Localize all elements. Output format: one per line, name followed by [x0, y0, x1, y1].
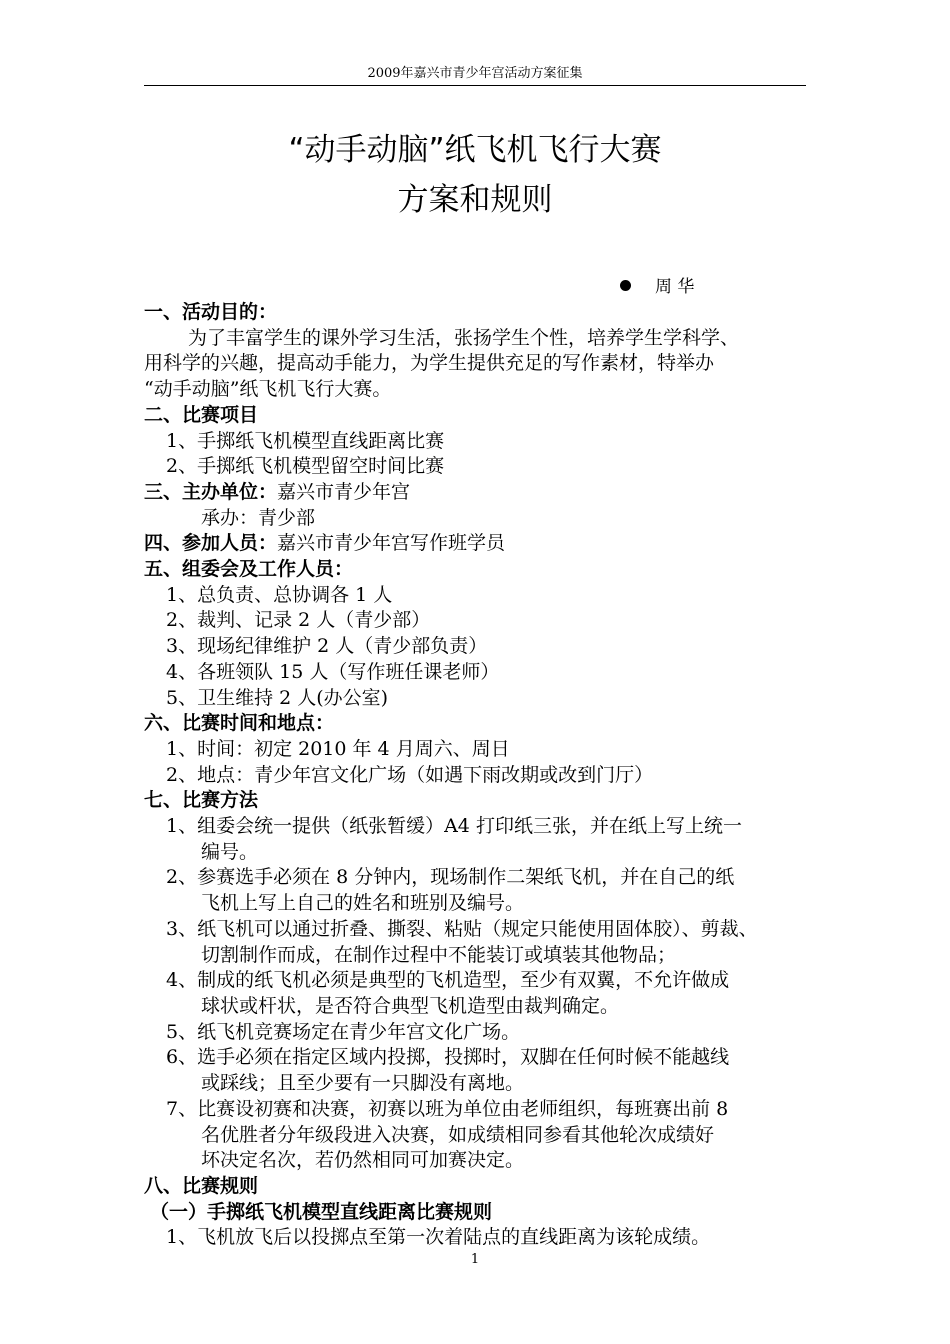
list-item: 3、现场纪律维护 2 人（青少部负责） [166, 635, 488, 658]
rule-line: 6、选手必须在指定区域内投掷，投掷时，双脚在任何时候不能越线 [166, 1046, 730, 1069]
section-line [144, 480, 810, 506]
author-line [620, 276, 694, 298]
list-item: 5、卫生维持 2 人(办公室) [166, 686, 389, 709]
rule-line: 7、比赛设初赛和决赛，初赛以班为单位由老师组织，每班赛出前 8 [166, 1097, 729, 1120]
page-header: 2009年嘉兴市青少年宫活动方案征集 [367, 66, 583, 81]
section-heading: 一、活动目的： [144, 301, 278, 323]
author-name: 周 华 [655, 277, 695, 297]
rule-line: 1、组委会统一提供（纸张暂缓）A4 打印纸三张，并在纸上写上统一 [166, 815, 742, 838]
paragraph-line: 为了丰富学生的课外学习生活，张扬学生个性，培养学生学科学、 [188, 326, 740, 349]
section-heading: 六、比赛时间和地点： [144, 712, 335, 735]
list-item: 2、裁判、记录 2 人（青少部） [166, 609, 431, 632]
rule-line: 切割制作而成，在制作过程中不能装订或填装其他物品； [201, 943, 677, 966]
section-heading: 八、比赛规则 [144, 1174, 259, 1197]
section-heading: 七、比赛方法 [144, 789, 259, 812]
rule-line: 名优胜者分年级段进入决赛，如成绩相同参看其他轮次成绩好 [201, 1123, 715, 1146]
rule-line: 飞机上写上自己的姓名和班别及编号。 [201, 892, 525, 915]
list-item: 2、地点：青少年宫文化广场（如遇下雨改期或改到门厅） [166, 763, 654, 786]
rule-line: 3、纸飞机可以通过折叠、撕裂、粘贴（规定只能使用固体胶）、剪裁、 [166, 917, 758, 940]
list-item: 2、手掷纸飞机模型留空时间比赛 [166, 455, 445, 478]
section-line [144, 531, 810, 557]
list-item: 1、时间：初定 2010 年 4 月周六、周日 [166, 737, 510, 760]
rule-line: 4、制成的纸飞机必须是典型的飞机造型，至少有双翼，不允许做成 [166, 969, 730, 992]
page-number: 1 [470, 1252, 480, 1267]
document-title: “动手动脑”纸飞机飞行大赛 [288, 132, 662, 168]
document-body [144, 300, 810, 1251]
section-heading: 五、组委会及工作人员： [144, 558, 354, 581]
section-heading: 三、主办单位： [144, 480, 278, 503]
rule-line: 球状或杆状，是否符合典型飞机造型由裁判确定。 [201, 994, 620, 1017]
section-value: 嘉兴市青少年宫写作班学员 [277, 532, 506, 555]
rule-line: 或踩线；且至少要有一只脚没有离地。 [201, 1072, 525, 1095]
section-heading: 四、参加人员： [144, 532, 278, 555]
list-item: 1、手掷纸飞机模型直线距离比赛 [166, 429, 445, 452]
section-value: 嘉兴市青少年宫 [277, 480, 411, 503]
list-item: 4、各班领队 15 人（写作班任课老师） [166, 660, 500, 683]
rule-line: 编号。 [201, 840, 259, 863]
section-heading: 二、比赛项目 [144, 403, 259, 426]
rule-line: 2、参赛选手必须在 8 分钟内，现场制作二架纸飞机，并在自己的纸 [166, 866, 735, 889]
list-item: 1、飞机放飞后以投掷点至第一次着陆点的直线距离为该轮成绩。 [166, 1226, 711, 1249]
rule-line: 坏决定名次，若仍然相同可加赛决定。 [201, 1149, 525, 1172]
document-subtitle: 方案和规则 [397, 182, 553, 218]
subsection-heading: （一）手掷纸飞机模型直线距离比赛规则 [150, 1200, 493, 1223]
co-organizer: 承办：青少部 [201, 506, 316, 529]
bullet-icon [620, 280, 631, 291]
paragraph-line: “动手动脑”纸飞机飞行大赛。 [144, 378, 392, 401]
rule-line: 5、纸飞机竞赛场定在青少年宫文化广场。 [166, 1020, 521, 1043]
header-divider [144, 85, 806, 86]
list-item: 1、总负责、总协调各 1 人 [166, 583, 393, 606]
paragraph-line: 用科学的兴趣，提高动手能力，为学生提供充足的写作素材，特举办 [144, 352, 715, 375]
